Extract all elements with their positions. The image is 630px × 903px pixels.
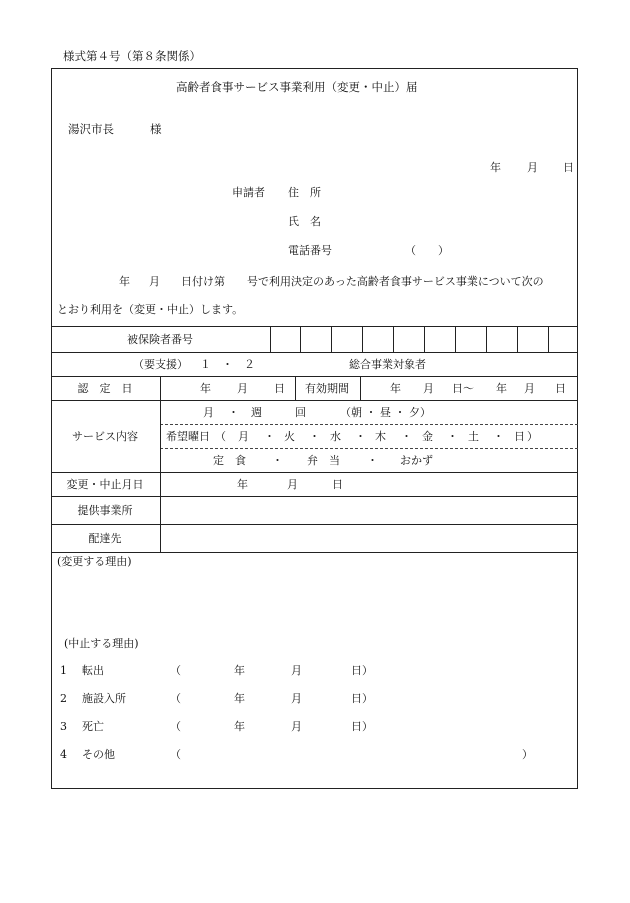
statement-line2: とおり利用を（変更・中止）します。 <box>57 303 244 316</box>
form-frame <box>51 68 578 789</box>
reason-label: 施設入所 <box>82 692 126 705</box>
change-year: 年 <box>237 478 248 491</box>
reason-month: 月 <box>291 720 302 733</box>
freq-times: 回 <box>295 406 306 419</box>
provider-label: 提供事業所 <box>77 504 133 517</box>
weekday-mon: 月 <box>238 430 249 443</box>
date-month: 月 <box>527 161 538 174</box>
reason-label: その他 <box>82 748 115 761</box>
type-fixed-meal: 定 食 <box>213 454 246 467</box>
honorific: 様 <box>150 122 162 136</box>
reason-year: 年 <box>234 692 245 705</box>
reason-label: 転出 <box>82 664 104 677</box>
reason-paren-open: （ <box>170 720 181 733</box>
cert-year: 年 <box>200 382 211 395</box>
weekday-label: 希望曜日 <box>166 430 210 443</box>
reason-month: 月 <box>291 664 302 677</box>
statement-line1: 日付け第 号で利用決定のあった高齢者食事サービス事業について次の <box>181 275 544 288</box>
support-label: （要支援） <box>133 358 188 371</box>
weekday-open: （ <box>215 430 226 443</box>
cancel-reason-label: (中止する理由) <box>64 637 139 650</box>
type-dot: ・ <box>272 454 283 467</box>
reason-num: 2 <box>60 692 67 705</box>
date-year: 年 <box>490 161 501 174</box>
weekday-thu: 木 <box>375 430 386 443</box>
date-day: 日 <box>563 161 574 174</box>
change-date-label: 変更・中止月日 <box>66 478 144 491</box>
freq-month: 月 <box>203 406 214 419</box>
period-month2: 月 <box>524 382 535 395</box>
change-month: 月 <box>287 478 298 491</box>
period-year2: 年 <box>496 382 507 395</box>
address-label: 住 所 <box>288 186 321 199</box>
service-label: サービス内容 <box>72 430 138 443</box>
reason-year: 年 <box>234 664 245 677</box>
weekday-fri: 金 <box>422 430 433 443</box>
certification-label: 認 定 日 <box>77 382 133 395</box>
addressee: 湯沢市長 <box>68 122 114 136</box>
phone-label: 電話番号 <box>288 244 332 257</box>
weekday-close: ） <box>527 430 538 443</box>
reason-month: 月 <box>291 692 302 705</box>
reason-label: 死亡 <box>82 720 104 733</box>
reason-paren-open: （ <box>170 664 181 677</box>
type-dot: ・ <box>367 454 378 467</box>
period-year1: 年 <box>390 382 401 395</box>
change-day: 日 <box>332 478 343 491</box>
reason-num: 3 <box>60 720 67 733</box>
reason-paren-open: （ <box>170 692 181 705</box>
weekday-sat: 土 <box>468 430 479 443</box>
type-side: おかず <box>400 454 433 467</box>
weekday-dot: ・ <box>401 430 412 443</box>
period-day2: 日 <box>555 382 566 395</box>
cert-month: 月 <box>237 382 248 395</box>
phone-paren: （ ） <box>405 244 449 257</box>
weekday-dot: ・ <box>447 430 458 443</box>
weekday-tue: 火 <box>284 430 295 443</box>
delivery-label: 配達先 <box>88 532 122 545</box>
reason-num: 4 <box>60 748 67 761</box>
weekday-dot: ・ <box>264 430 275 443</box>
freq-dot: ・ <box>228 406 239 419</box>
cert-day: 日 <box>274 382 285 395</box>
period-month1: 月 <box>423 382 434 395</box>
reason-paren-close: 日） <box>351 664 373 677</box>
general-target: 総合事業対象者 <box>349 358 426 371</box>
weekday-dot: ・ <box>309 430 320 443</box>
form-title: 高齢者食事サービス事業利用（変更・中止）届 <box>176 80 418 94</box>
statement-year: 年 <box>119 275 130 288</box>
freq-week: 週 <box>251 406 262 419</box>
weekday-dot: ・ <box>493 430 504 443</box>
name-label: 氏 名 <box>288 215 321 228</box>
support-levels: １ ・ ２ <box>200 358 255 371</box>
weekday-wed: 水 <box>330 430 341 443</box>
form-number: 様式第４号（第８条関係） <box>63 49 201 63</box>
period-day1: 日〜 <box>452 382 474 395</box>
insured-number-label: 被保険者番号 <box>127 333 193 346</box>
reason-paren-close: ） <box>522 748 533 761</box>
applicant-label: 申請者 <box>232 186 265 199</box>
weekday-sun: 日 <box>514 430 525 443</box>
reason-year: 年 <box>234 720 245 733</box>
reason-paren-open: （ <box>170 748 181 761</box>
reason-paren-close: 日） <box>351 720 373 733</box>
weekday-dot: ・ <box>355 430 366 443</box>
reason-num: 1 <box>60 664 67 677</box>
reason-paren-close: 日） <box>351 692 373 705</box>
freq-meals: （朝 ・ 昼 ・ 夕） <box>340 406 431 419</box>
change-reason-label: (変更する理由) <box>57 555 132 568</box>
statement-month: 月 <box>149 275 160 288</box>
type-bento: 弁 当 <box>307 454 340 467</box>
validity-label: 有効期間 <box>305 382 349 395</box>
